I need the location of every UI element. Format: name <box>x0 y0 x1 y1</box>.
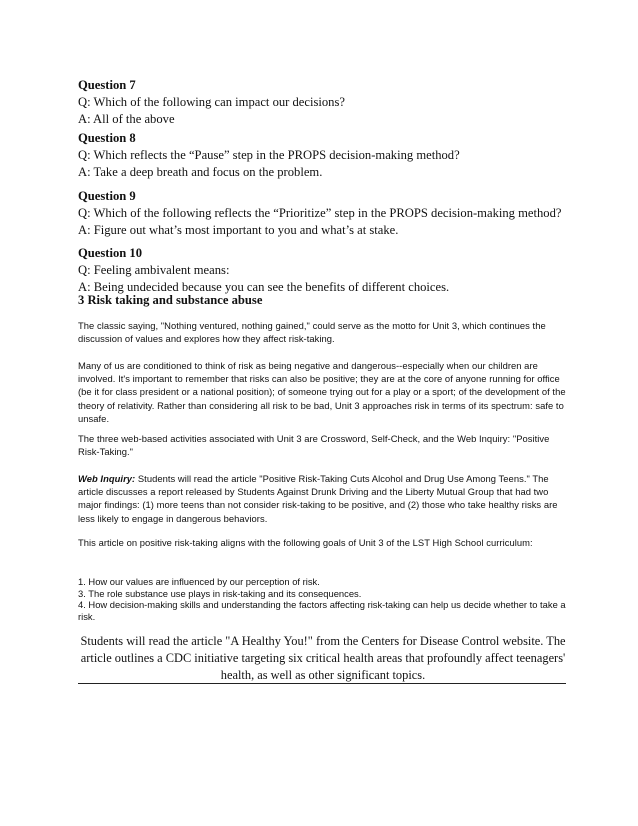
paragraph-web-activities: The three web-based activities associated with Unit 3 are Crossword, Self-Check, and the Web Inquiry: "Positive Risk-Taking." <box>78 433 550 458</box>
horizontal-divider <box>78 683 566 684</box>
answer-text: A: Figure out what’s most important to you and what’s at stake. <box>78 223 399 237</box>
question-9-block <box>78 188 578 239</box>
list-item: 1. How our values are influenced by our perception of risk. <box>78 576 320 587</box>
web-inquiry-label: Web Inquiry: <box>78 473 136 484</box>
question-8-block <box>78 130 578 181</box>
paragraph-closing: Students will read the article "A Healthy You!" from the Centers for Disease Control website. The article outlines a CDC initiative targeting six critical health areas that profoundly affect teenagers' health, as well as other significant topics. <box>80 634 566 682</box>
list-item: 3. The role substance use plays in risk-taking and its consequences. <box>78 587 362 599</box>
question-text: Q: Which of the following can impact our decisions? <box>78 95 345 109</box>
paragraph-alignment: This article on positive risk-taking aligns with the following goals of Unit 3 of the LST High School curriculum: <box>78 537 533 548</box>
question-heading: Question 9 <box>78 189 136 203</box>
answer-text: A: All of the above <box>78 112 175 126</box>
web-inquiry-text: Students will read the article "Positive Risk-Taking Cuts Alcohol and Drug Use Among Teens." The article discusses a report released by Students Against Drunk Driving and the Liberty Mutual Group that had two major findings: (1) more teens than not consider risk-taking to be positive, and (2) those who take healthy risks are less likely to engage in dangerous behaviors. <box>78 473 558 524</box>
answer-text: A: Take a deep breath and focus on the problem. <box>78 165 323 179</box>
question-7-block <box>78 77 578 128</box>
paragraph-web-inquiry <box>78 472 568 525</box>
paragraph-risk-conditioning: Many of us are conditioned to think of risk as being negative and dangerous--especially when our children are involved. It's important to remember that risks can also be positive; they are at the core of anyone running for office (be it for class president or a national position); of someone trying out for a play or a sport; of the development of the theory of relativity. Rather than considering all risk to be bad, Unit 3 approaches risk in terms of its spectrum: safe to unsafe. <box>78 360 566 424</box>
paragraph-motto: The classic saying, "Nothing ventured, nothing gained," could serve as the motto for Unit 3, which continues the discussion of values and explores how they affect risk-taking. <box>78 320 546 345</box>
section-heading: 3 Risk taking and substance abuse <box>78 293 263 307</box>
goals-list <box>78 576 568 622</box>
answer-text: A: Being undecided because you can see the benefits of different choices. <box>78 280 450 294</box>
question-heading: Question 8 <box>78 131 136 145</box>
question-text: Q: Feeling ambivalent means: <box>78 263 230 277</box>
question-heading: Question 10 <box>78 246 143 260</box>
question-10-block <box>78 245 578 296</box>
question-text: Q: Which reflects the “Pause” step in the PROPS decision-making method? <box>78 148 460 162</box>
question-heading: Question 7 <box>78 78 136 92</box>
question-text: Q: Which of the following reflects the “Prioritize” step in the PROPS decision-making method? <box>78 206 562 220</box>
list-item: 4. How decision-making skills and understanding the factors affecting risk-taking can help us decide whether to take a risk. <box>78 599 566 622</box>
